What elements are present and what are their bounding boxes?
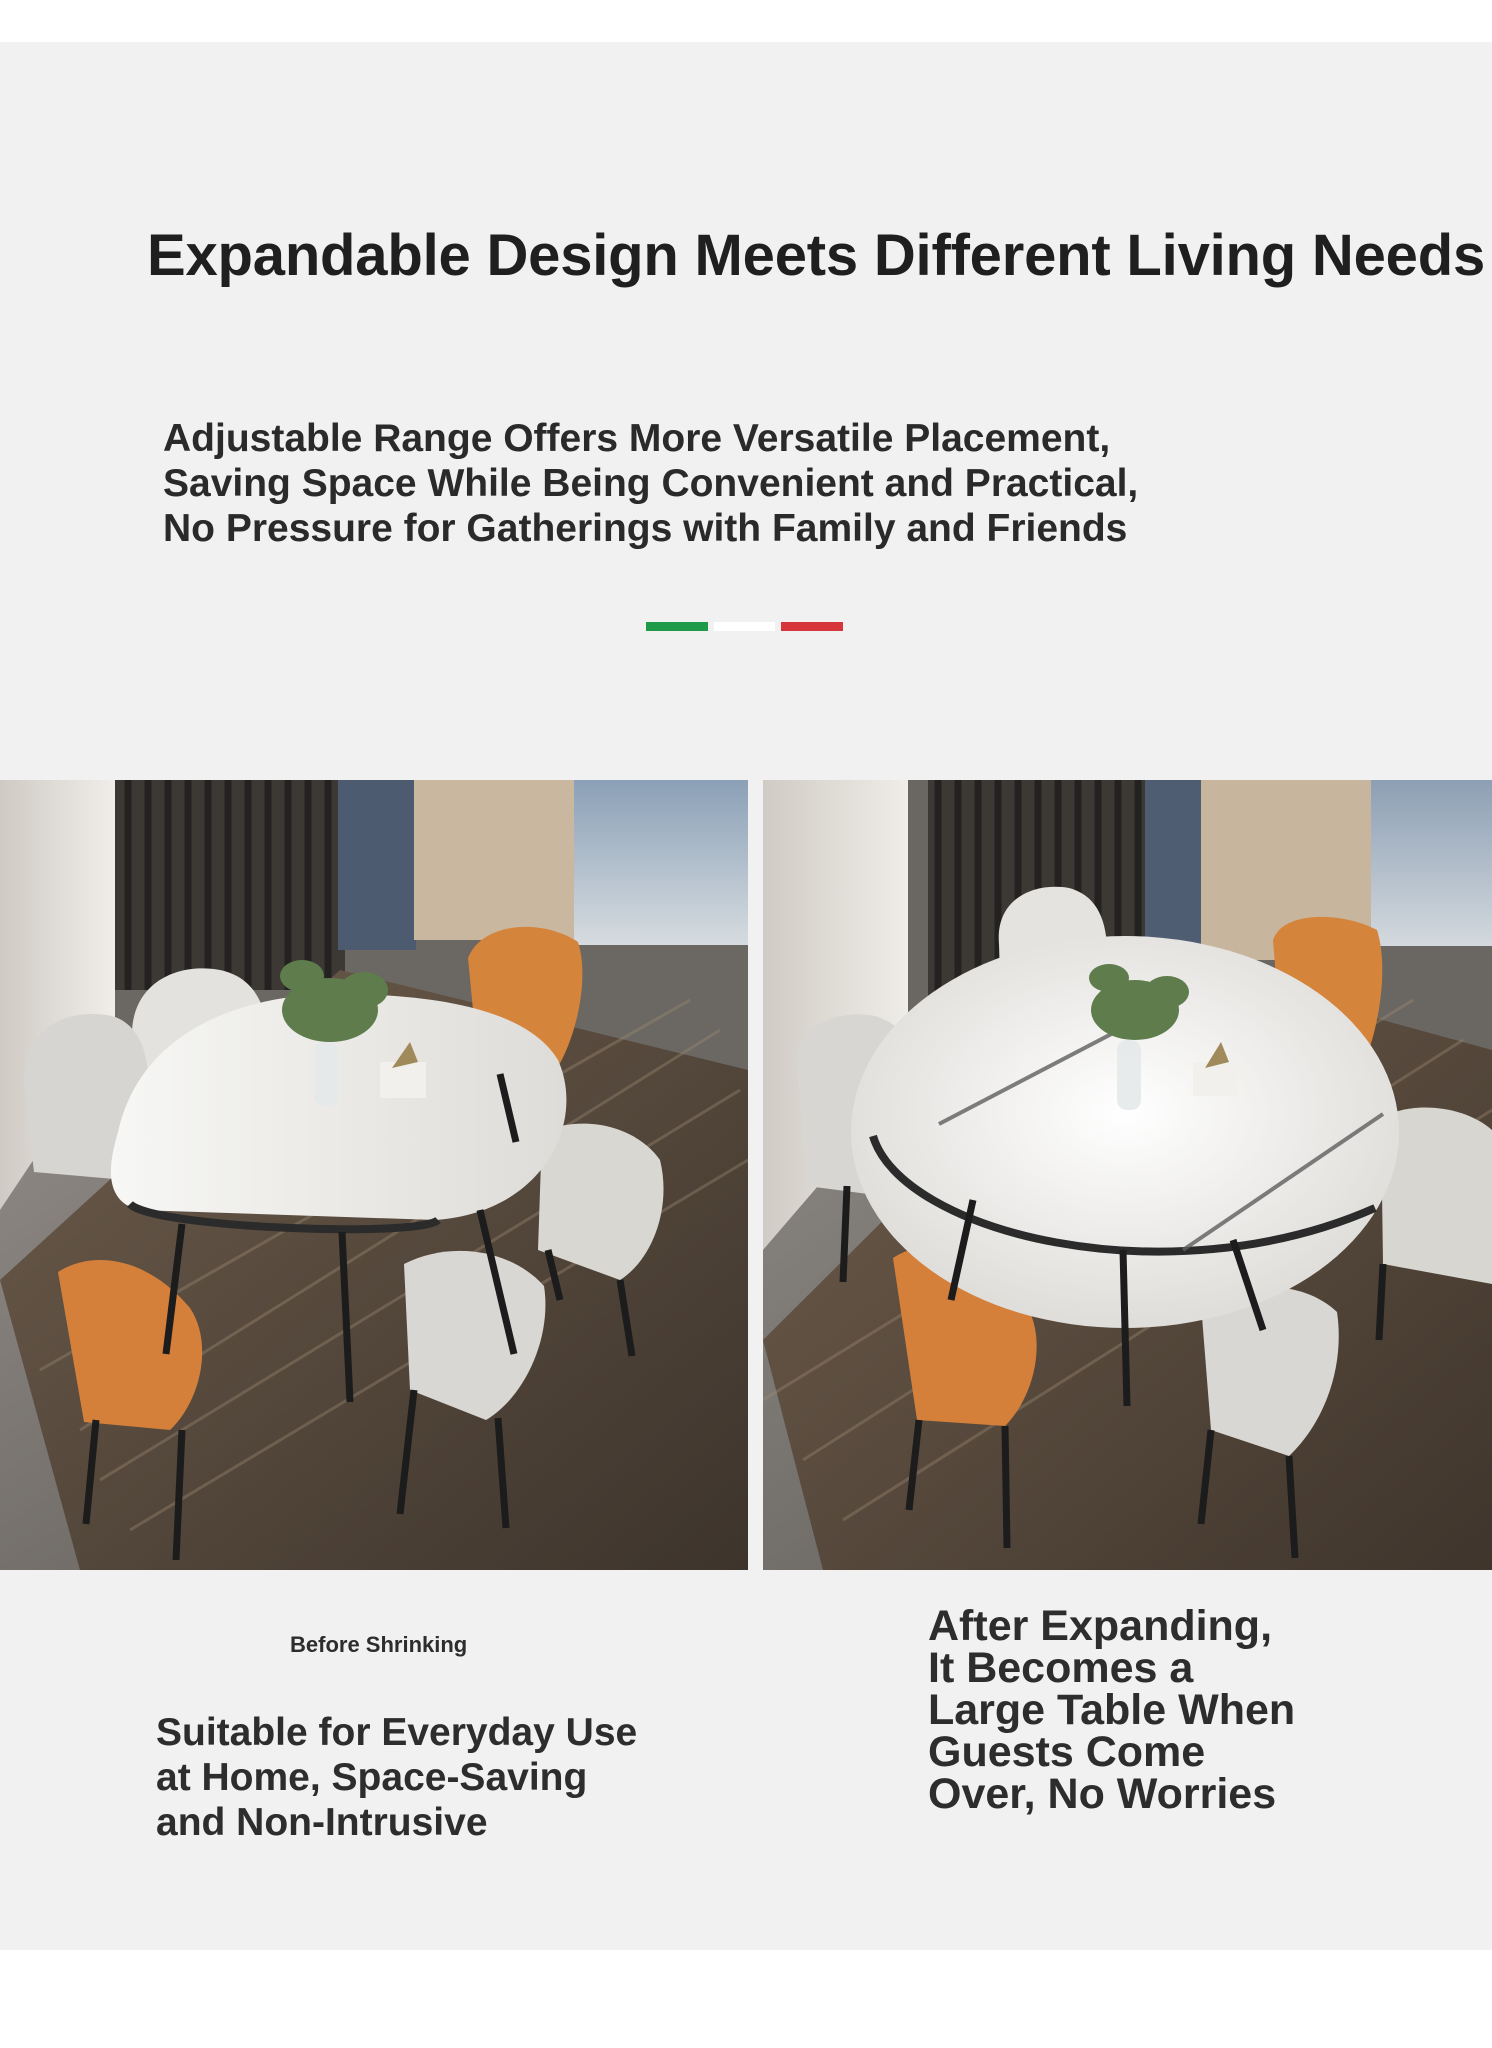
- after-caption-line-4: Guests Come: [928, 1728, 1206, 1776]
- content-panel: [0, 42, 1492, 1950]
- before-caption-line-1: Suitable for Everyday Use: [156, 1711, 638, 1754]
- after-caption-line-1: After Expanding,: [928, 1602, 1273, 1650]
- headline: Expandable Design Meets Different Living Needs: [147, 223, 1485, 288]
- flag-red-stripe: [781, 622, 843, 631]
- after-expanding-illustration: [763, 780, 1492, 1570]
- subheadline-line-1: Adjustable Range Offers More Versatile Placement,: [163, 417, 1111, 460]
- before-shrinking-label: Before Shrinking: [290, 1632, 468, 1657]
- before-shrinking-photo: [0, 780, 748, 1570]
- flag-white-stripe: [714, 622, 776, 631]
- subheadline-line-2: Saving Space While Being Convenient and Practical,: [163, 462, 1139, 505]
- after-caption-line-2: It Becomes a: [928, 1644, 1194, 1692]
- before-caption-line-3: and Non-Intrusive: [156, 1801, 488, 1844]
- before-shrinking-caption: [156, 1710, 716, 1845]
- subheadline: [163, 416, 1163, 551]
- after-expanding-caption: [928, 1602, 1398, 1818]
- after-expanding-photo: [763, 780, 1492, 1570]
- after-caption-line-5: Over, No Worries: [928, 1770, 1277, 1818]
- before-shrinking-illustration: [0, 780, 748, 1570]
- before-caption-line-2: at Home, Space-Saving: [156, 1756, 588, 1799]
- after-caption-line-3: Large Table When: [928, 1686, 1296, 1734]
- subheadline-line-3: No Pressure for Gatherings with Family and Friends: [163, 507, 1128, 550]
- flag-green-stripe: [646, 622, 708, 631]
- italian-flag-divider: [646, 622, 843, 631]
